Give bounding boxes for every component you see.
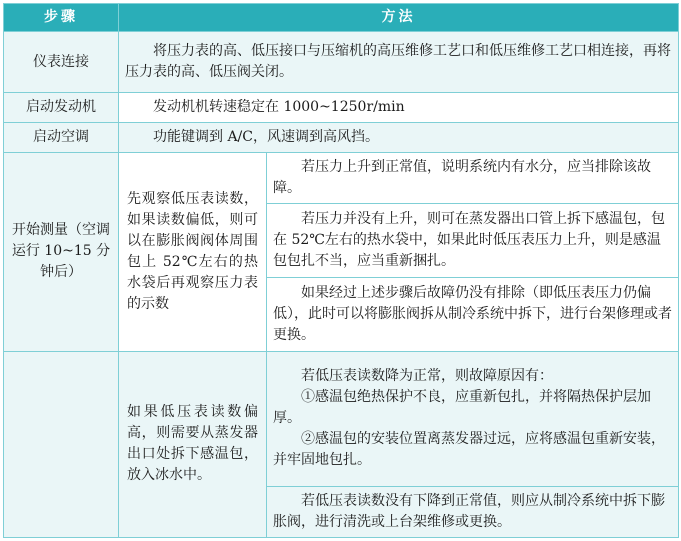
- low-reading-action: 先观察低压表读数，如果读数偏低，则可以在膨胀阀阀体周围包上 52℃左右的热水袋后再观察压力表的示数: [119, 152, 267, 351]
- low-result-3: 如果经过上述步骤后故障仍没有排除（即低压表压力仍偏低），此时可以将膨胀阀拆从制冷系统中拆下，进行台架修理或者更换。: [267, 277, 679, 351]
- high-reading-action: 如果低压表读数偏高，则需要从蒸发器出口处拆下感温包，放入冰水中。: [119, 351, 267, 537]
- table-row: [4, 152, 679, 203]
- step-cell: 启动发动机: [4, 93, 119, 123]
- high-result-a-intro: 若低压表读数降为正常，则故障原因有：: [301, 368, 553, 385]
- high-result-a-item-1: ①感温包绝热保护不良，应重新包扎，并将隔热保护层加厚。: [273, 389, 651, 427]
- step-cell: 仪表连接: [4, 32, 119, 93]
- table-row: [4, 123, 679, 153]
- high-result-a-item-2: ②感温包的安装位置离蒸发器过远，应将感温包重新安装，并牢固地包扎。: [273, 431, 665, 469]
- method-cell: 功能键调到 A/C，风速调到高风挡。: [119, 123, 679, 153]
- method-cell: 将压力表的高、低压接口与压缩机的高压维修工艺口和低压维修工艺口相连接，再将压力表的高、低压阀关闭。: [119, 32, 679, 93]
- method-cell: 发动机机转速稳定在 1000~1250r/min: [119, 93, 679, 123]
- low-result-1: 若压力上升到正常值，说明系统内有水分，应当排除该故障。: [267, 152, 679, 203]
- step-cell-blank: [4, 351, 119, 537]
- step-cell: 启动空调: [4, 123, 119, 153]
- high-result-b: 若低压表读数没有下降到正常值，则应从制冷系统中拆下膨胀阀，进行清洗或上台架维修或更换。: [267, 486, 679, 537]
- procedure-table: [3, 3, 679, 538]
- step-cell-measure: 开始测量（空调运行 10~15 分钟后）: [4, 152, 119, 351]
- table-header-row: [4, 4, 679, 32]
- table-row: [4, 93, 679, 123]
- header-step: 步骤: [4, 4, 119, 32]
- high-result-a: [267, 351, 679, 486]
- low-result-2: 若压力并没有上升，则可在蒸发器出口管上拆下感温包，包在 52℃左右的热水袋中，如果此时低压表压力上升，则是感温包包扎不当，应当重新捆扎。: [267, 204, 679, 278]
- table-row: [4, 351, 679, 486]
- table-row: [4, 32, 679, 93]
- header-method: 方法: [119, 4, 679, 32]
